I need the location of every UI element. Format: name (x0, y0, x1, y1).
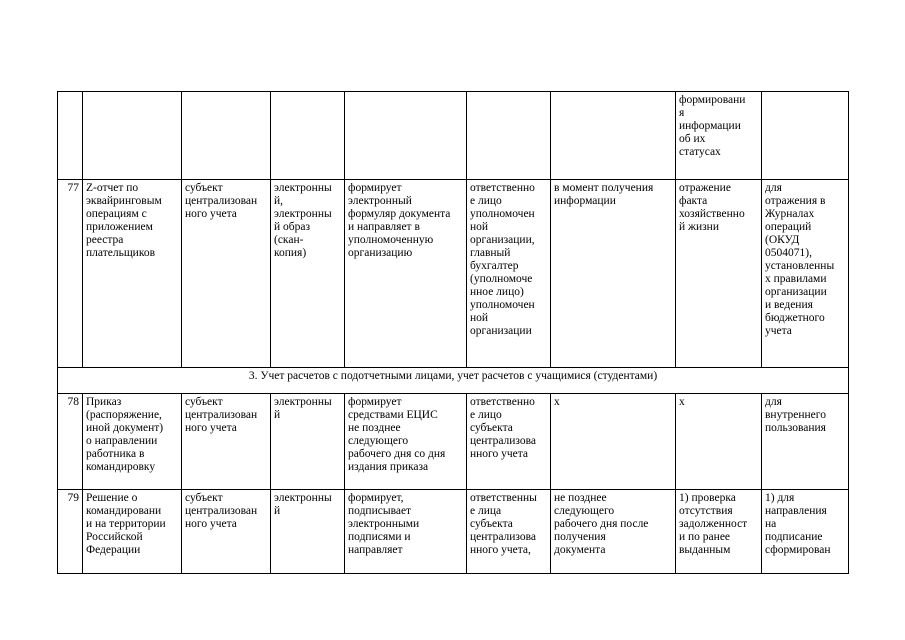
document-name-cell: Решение о командировани и на территории Российской Федерации (83, 490, 182, 574)
row-number-cell (58, 92, 83, 180)
table-row (58, 490, 849, 574)
usage-cell: 1) для направления на подписание сформирован (762, 490, 849, 574)
format-cell: электронны й (271, 490, 345, 574)
document-name-cell (83, 92, 182, 180)
creator-cell (182, 92, 271, 180)
document-name-cell: Z-отчет по эквайринговым операциям с приложением реестра плательщиков (83, 180, 182, 368)
table-row (58, 394, 849, 490)
usage-cell (762, 92, 849, 180)
responsible-cell: ответственно е лицо уполномочен ной организации, главный бухгалтер (уполномоче нное лицо) уполномочен ной организации (467, 180, 551, 368)
table-row (58, 92, 849, 180)
purpose-cell: формировани я информации об их статусах (676, 92, 762, 180)
responsible-cell: ответственны е лица субъекта централизова нного учета, (467, 490, 551, 574)
format-cell (271, 92, 345, 180)
action-cell: формирует электронный формуляр документа и направляет в уполномоченную организацию (345, 180, 467, 368)
usage-cell: для внутреннего пользования (762, 394, 849, 490)
document-table (57, 91, 849, 574)
responsible-cell: ответственно е лицо субъекта централизова нного учета (467, 394, 551, 490)
creator-cell: субъект централизован ного учета (182, 490, 271, 574)
creator-cell: субъект централизован ного учета (182, 180, 271, 368)
purpose-cell: x (676, 394, 762, 490)
row-number-cell: 79 (58, 490, 83, 574)
action-cell: формирует средствами ЕЦИС не позднее следующего рабочего дня со дня издания приказа (345, 394, 467, 490)
deadline-cell (551, 92, 676, 180)
deadline-cell: в момент получения информации (551, 180, 676, 368)
deadline-cell: не позднее следующего рабочего дня после получения документа (551, 490, 676, 574)
format-cell: электронны й (271, 394, 345, 490)
usage-cell: для отражения в Журналах операций (ОКУД 0504071), установленны х правилами организации и ведения бюджетного учета (762, 180, 849, 368)
deadline-cell: x (551, 394, 676, 490)
action-cell: формирует, подписывает электронными подписями и направляет (345, 490, 467, 574)
responsible-cell (467, 92, 551, 180)
row-number-cell: 78 (58, 394, 83, 490)
creator-cell: субъект централизован ного учета (182, 394, 271, 490)
section-header-row (58, 368, 849, 394)
document-name-cell: Приказ (распоряжение, иной документ) о направлении работника в командировку (83, 394, 182, 490)
purpose-cell: отражение факта хозяйственно й жизни (676, 180, 762, 368)
row-number-cell: 77 (58, 180, 83, 368)
table-row (58, 180, 849, 368)
purpose-cell: 1) проверка отсутствия задолженност и по ранее выданным (676, 490, 762, 574)
section-title: 3. Учет расчетов с подотчетными лицами, учет расчетов с учащимися (студентами) (58, 368, 849, 394)
format-cell: электронны й, электронны й образ (скан- копия) (271, 180, 345, 368)
action-cell (345, 92, 467, 180)
